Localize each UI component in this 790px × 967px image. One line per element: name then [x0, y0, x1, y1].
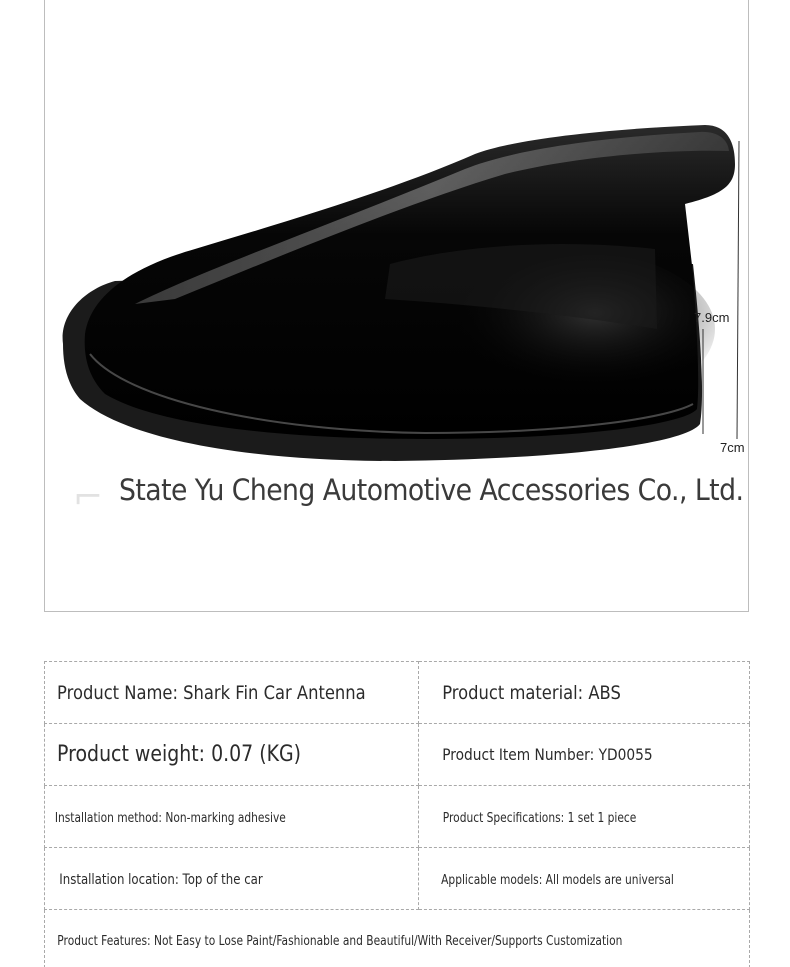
table-row	[45, 724, 750, 786]
company-logo-icon: ⌐	[73, 477, 104, 518]
table-row	[45, 848, 750, 910]
product-item-number: Product Item Number: YD0055	[442, 745, 653, 764]
product-name: Product Name: Shark Fin Car Antenna	[57, 681, 366, 704]
shark-fin-antenna-image	[45, 0, 748, 611]
table-row	[45, 662, 750, 724]
height-dimension-label: 7.9cm	[694, 310, 730, 325]
product-material: Product material: ABS	[442, 681, 621, 704]
spec-table	[44, 661, 750, 967]
product-weight: Product weight: 0.07 (KG)	[57, 742, 302, 767]
company-name: State Yu Cheng Automotive Accessories Co., Ltd.	[119, 473, 744, 507]
applicable-models: Applicable models: All models are universal	[440, 873, 674, 888]
product-specifications: Product Specifications: 1 set 1 piece	[442, 811, 637, 826]
spec-cell	[418, 724, 749, 786]
table-row	[45, 786, 750, 848]
installation-method: Installation method: Non-marking adhesive	[54, 811, 286, 826]
spec-cell	[45, 724, 419, 786]
product-features: Product Features: Not Easy to Lose Paint/Fashionable and Beautiful/With Receiver/Supports Customization	[57, 933, 623, 949]
product-image-frame	[44, 0, 749, 612]
spec-cell	[418, 786, 749, 848]
spec-cell	[45, 910, 750, 967]
spec-cell	[418, 662, 749, 724]
installation-location: Installation location: Top of the car	[59, 872, 263, 888]
spec-cell	[45, 786, 419, 848]
spec-cell	[418, 848, 749, 910]
width-dimension-label: 7cm	[720, 440, 745, 455]
spec-cell	[45, 662, 419, 724]
table-row	[45, 910, 750, 967]
spec-cell	[45, 848, 419, 910]
